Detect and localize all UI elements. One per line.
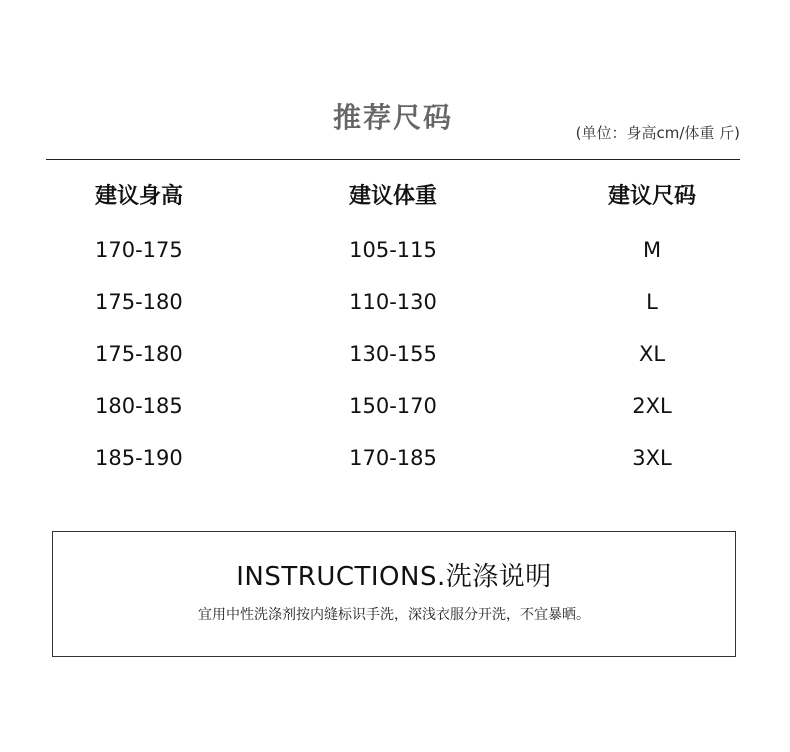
column-header-weight: 建议体重 — [348, 184, 437, 209]
column-header-height: 建议身高 — [95, 184, 184, 209]
unit-note: (单位：身高cm/体重 斤) — [575, 124, 740, 142]
weight-cell: 105-115 — [349, 238, 437, 262]
size-cell: 3XL — [632, 446, 672, 470]
column-header-size: 建议尺码 — [607, 184, 696, 209]
size-cell: XL — [638, 342, 666, 366]
page-title: 推荐尺码 — [332, 101, 453, 134]
table-row — [0, 328, 790, 380]
table-row — [0, 432, 790, 484]
table-row — [0, 380, 790, 432]
size-cell: L — [646, 290, 658, 314]
size-cell: M — [642, 238, 662, 262]
height-cell: 175-180 — [95, 342, 183, 366]
instructions-box — [52, 531, 736, 657]
height-cell: 185-190 — [95, 446, 183, 470]
height-cell: 180-185 — [95, 394, 183, 418]
weight-cell: 130-155 — [349, 342, 437, 366]
instructions-text: 宜用中性洗涤剂按内缝标识手洗，深浅衣服分开洗，不宜暴晒。 — [198, 607, 590, 623]
table-header-row — [0, 170, 790, 224]
title-divider — [46, 159, 740, 160]
weight-cell: 110-130 — [349, 290, 437, 314]
table-row — [0, 224, 790, 276]
size-table — [0, 170, 790, 484]
instructions-title: INSTRUCTIONS.洗涤说明 — [236, 562, 552, 592]
weight-cell: 150-170 — [349, 394, 437, 418]
height-cell: 170-175 — [95, 238, 183, 262]
weight-cell: 170-185 — [349, 446, 437, 470]
height-cell: 175-180 — [95, 290, 183, 314]
size-cell: 2XL — [632, 394, 672, 418]
table-row — [0, 276, 790, 328]
